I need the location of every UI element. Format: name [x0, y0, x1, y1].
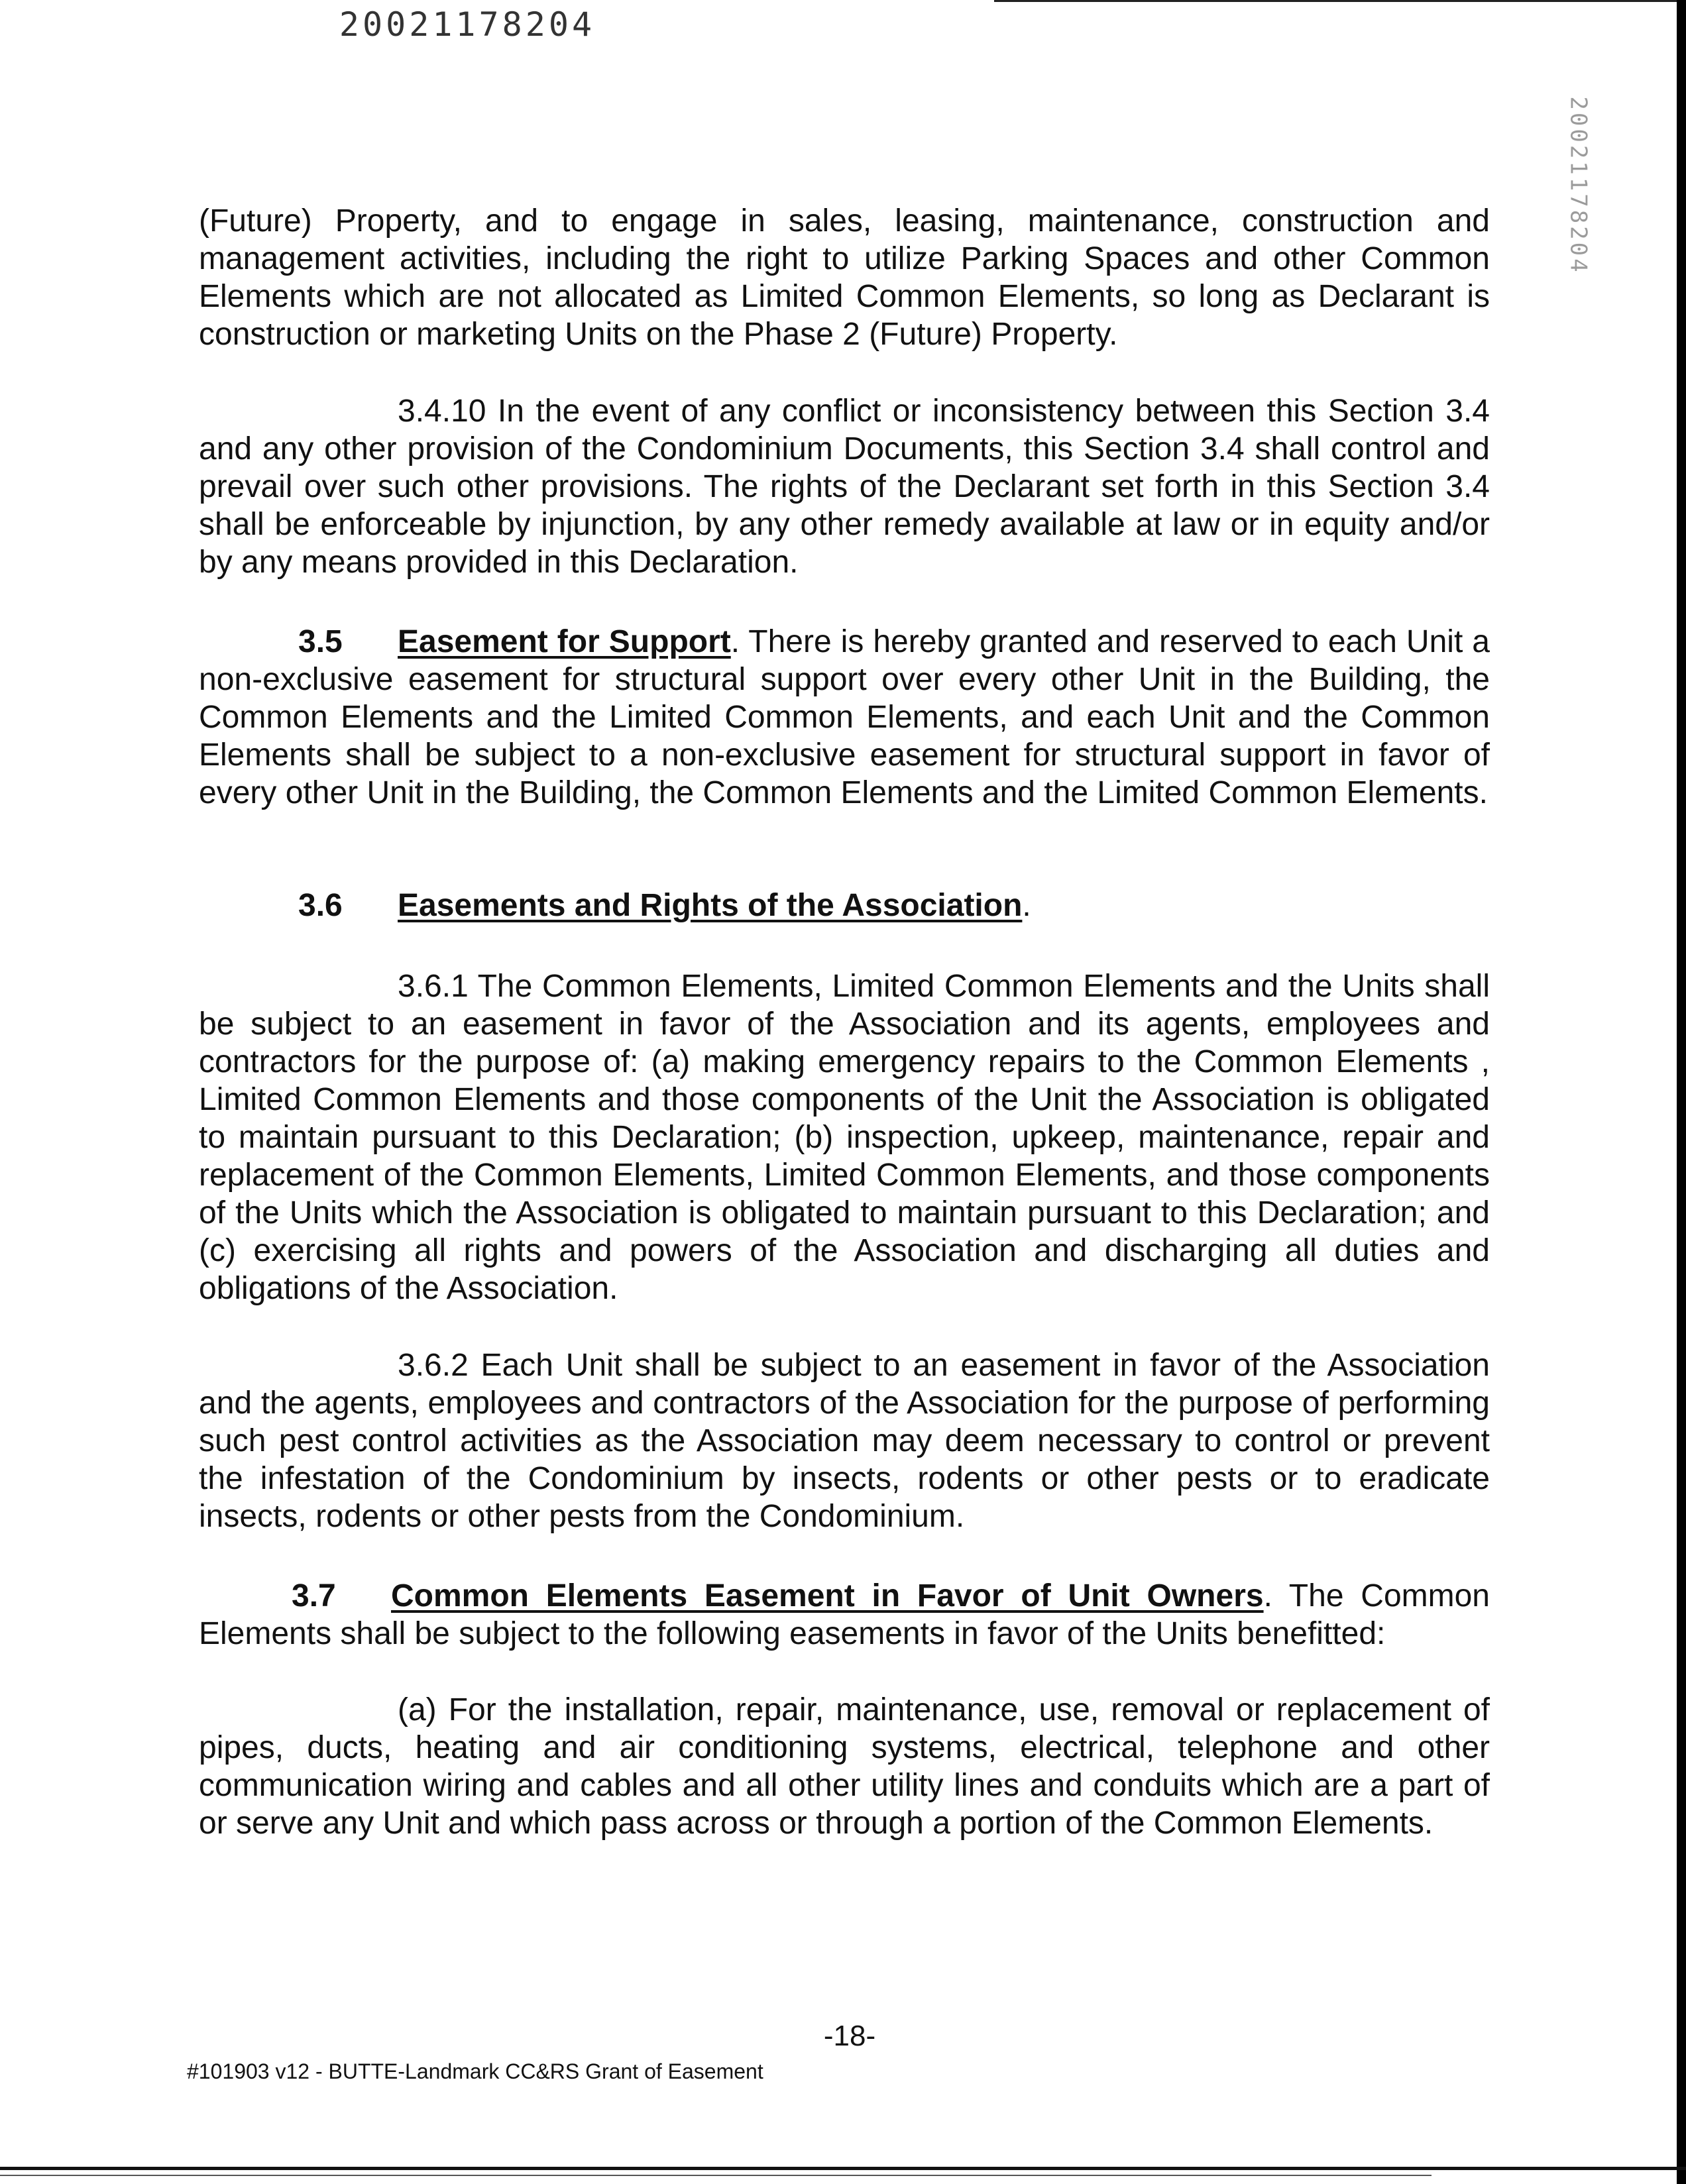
- section-3-5: [199, 623, 1490, 812]
- paragraph-3-6-1: 3.6.1 The Common Elements, Limited Common Elements and the Units shall be subject to an easement in favor of the Association and its agents, employees and contractors for the purpose of: (a) making emergency repairs to the Common Elements , Limited Common Elements and those components of the Unit the Association is obligated to maintain pursuant to this Declaration; (b) inspection, upkeep, maintenance, repair and replacement of the Common Elements, Limited Common Elements, and those components of the Units which the Association is obligated to maintain pursuant to this Declaration; and (c) exercising all rights and powers of the Association and discharging all duties and obligations of the Association.: [199, 969, 1490, 1306]
- paragraph-3-6-2: 3.6.2 Each Unit shall be subject to an easement in favor of the Association and the agents, employees and contractors of the Association for the purpose of performing such pest control activities as the Association may deem necessary to control or prevent the infestation of the Condominium by insects, rodents or other pests or to eradicate insects, rodents or other pests from the Condominium.: [199, 1348, 1490, 1534]
- section-3-6-heading: [199, 887, 1490, 924]
- margin-stamp: [1559, 86, 1599, 285]
- section-3-7-text: . The Common Elements shall be subject to the following easements in favor of the Units benefitted:: [199, 1578, 1490, 1651]
- top-edge-rule: [994, 0, 1686, 2]
- recording-number: 20021178204: [339, 5, 596, 44]
- page-number: -18-: [823, 2020, 876, 2052]
- bottom-edge-rule: [0, 2167, 1686, 2170]
- section-3-6-title: Easements and Rights of the Association: [398, 888, 1023, 923]
- document-id: #101903 v12 - BUTTE-Landmark CC&RS Grant of Easement: [187, 2059, 763, 2083]
- section-3-6-period: .: [1022, 888, 1031, 923]
- section-3-7-title: Common Elements Easement in Favor of Unit Owners: [391, 1578, 1264, 1613]
- right-scan-border: [1677, 0, 1686, 2184]
- section-3-5-title: Easement for Support: [398, 624, 731, 659]
- paragraph-continuation: (Future) Property, and to engage in sales, leasing, maintenance, construction and management activities, including the right to utilize Parking Spaces and other Common Elements which are not allocated as Limited Common Elements, so long as Declarant is construction or marketing Units on the Phase 2 (Future) Property.: [199, 203, 1490, 352]
- bottom-edge-thin-rule: [0, 2175, 1432, 2176]
- paragraph-3-4-10: 3.4.10 In the event of any conflict or inconsistency between this Section 3.4 and any other provision of the Condominium Documents, this Section 3.4 shall control and prevail over such other provisions. The rights of the Declarant set forth in this Section 3.4 shall be enforceable by injunction, by any other remedy available at law or in equity and/or by any means provided in this Declaration.: [199, 394, 1490, 580]
- margin-stamp-text: 20021178204: [1565, 96, 1593, 275]
- section-3-7: [199, 1577, 1490, 1653]
- section-3-5-text: . There is hereby granted and reserved to each Unit a non-exclusive easement for structural support over every other Unit in the Building, the Common Elements and the Limited Common Elements, and each Unit and the Common Elements shall be subject to a non-exclusive easement for structural support in favor of every other Unit in the Building, the Common Elements and the Limited Common Elements.: [199, 624, 1490, 810]
- paragraph-a: (a) For the installation, repair, maintenance, use, removal or replacement of pipes, ducts, heating and air conditioning systems, electrical, telephone and other communication wiring and cables and all other utility lines and conduits which are a part of or serve any Unit and which pass across or through a portion of the Common Elements.: [199, 1692, 1490, 1841]
- section-3-7-number: 3.7: [292, 1578, 336, 1613]
- section-3-6-number: 3.6: [298, 888, 343, 923]
- section-3-5-number: 3.5: [298, 624, 343, 659]
